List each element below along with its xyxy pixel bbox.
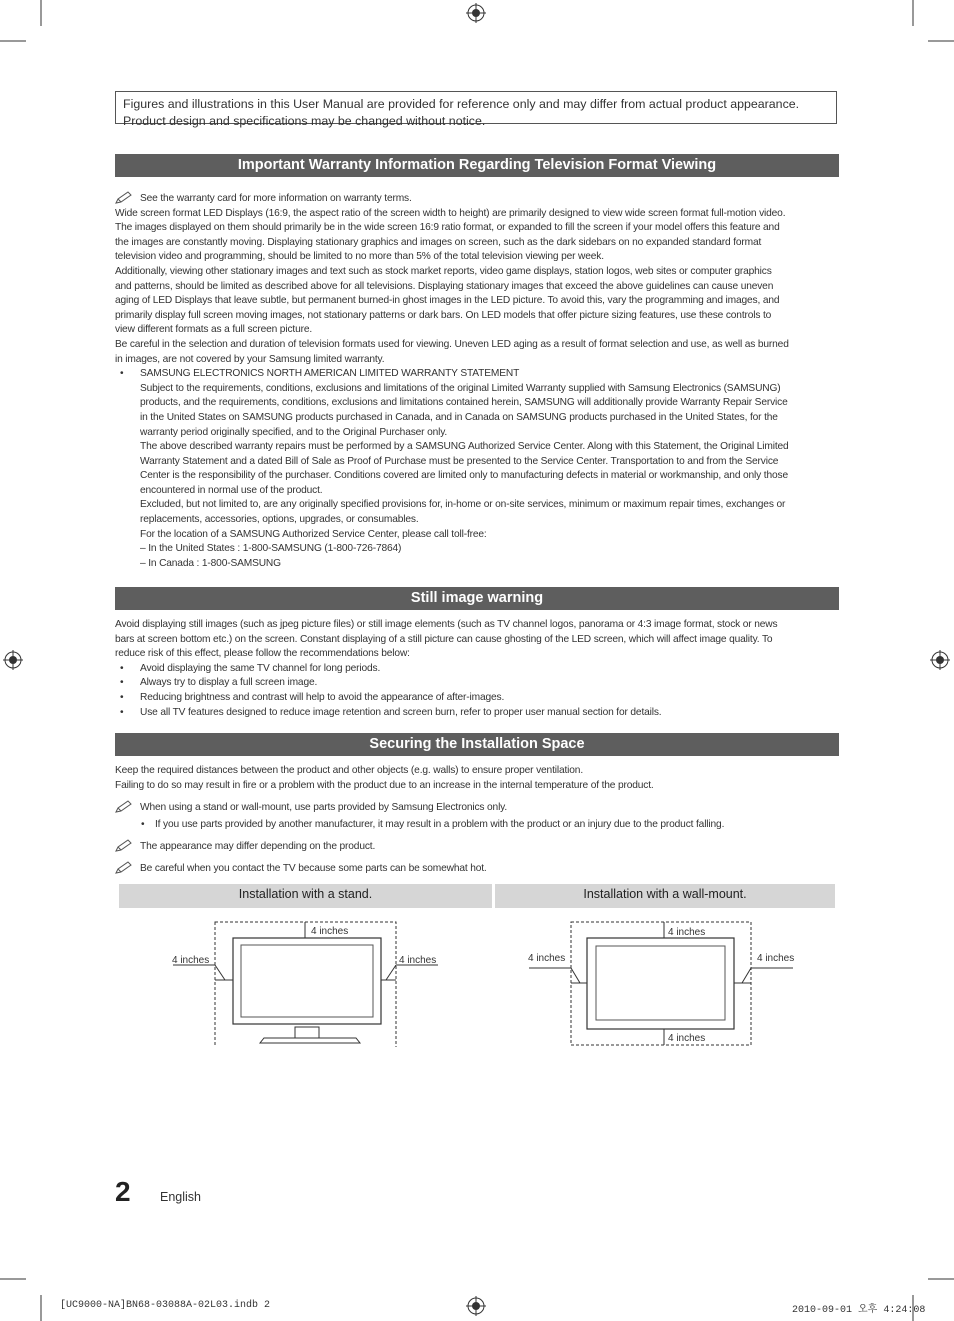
warranty-p3-l2: in images, are not covered by your Samsung limited warranty. (115, 353, 385, 365)
registration-mark-bottom (466, 1296, 486, 1316)
warranty-bp3-l1: Excluded, but not limited to, are any originally specified provisions for, in-home or on-site services, minimum or maximum repair times, exchanges or (140, 499, 786, 511)
install-intro-l2: Failing to do so may result in fire or a problem with the product due to an increase in the internal temperature of the product. (115, 779, 654, 791)
warranty-bp1-l1: Subject to the requirements, conditions, exclusions and limitations of the original Limited Warranty supplied with Samsung Electronics (SAMSUNG) (140, 382, 781, 394)
warranty-body (115, 192, 839, 571)
warranty-bp1-l2: products, and the requirements, conditions, exclusions and limitations contained herein, SAMSUNG will additionally provide Warranty Repair Service (140, 397, 788, 409)
still-intro-l2: bars at screen bottom etc.) on the screen. Constant displaying of a still picture can cause ghosting of the LED screen, which will affect image quality. To (115, 633, 773, 645)
still-bullet-4: • Use all TV features designed to reduce image retention and screen burn, refer to proper user manual section for details. (120, 706, 662, 718)
install-section-title: Securing the Installation Space (115, 733, 839, 756)
warranty-p2-l2: and patterns, should be limited as described above for all televisions. Displaying stationary images that exceed the above guidelines can cause uneven (115, 280, 774, 292)
print-file-name: [UC9000-NA]BN68-03088A-02L03.indb 2 (60, 1300, 271, 1311)
note-pencil-icon (115, 839, 133, 853)
warranty-p1-l2: The images displayed on them should primarily be in the wide screen 16:9 ratio format, or expanded to fill the screen if your model offers this feature and (115, 222, 780, 234)
install-note-1: When using a stand or wall-mount, use parts provided by Samsung Electronics only. (115, 801, 839, 816)
install-note-3: Be careful when you contact the TV because some parts can be somewhat hot. (115, 862, 839, 877)
install-body (115, 764, 839, 793)
disclaimer-line-1: Figures and illustrations in this User Manual are provided for reference only and may differ from actual product appearance. (123, 97, 800, 111)
warranty-bullet: • SAMSUNG ELECTRONICS NORTH AMERICAN LIMITED WARRANTY STATEMENT (120, 368, 520, 380)
warranty-p1-l1: Wide screen format LED Displays (16:9, the aspect ratio of the screen width to height) are primarily designed to view wide screen format full-motion video. (115, 207, 786, 219)
stand-installation-header: Installation with a stand. (119, 884, 492, 908)
wall-clearance-diagram (520, 915, 820, 1047)
warranty-p1-l3: the images are constantly moving. Displaying stationary graphics and images on screen, such as the dark sidebars on no expanded standard format (115, 236, 762, 248)
warranty-p1-l4: television video and programming, should be limited to no more than 5% of the total television viewing per week. (115, 251, 604, 263)
warranty-bp2-l1: The above described warranty repairs must be performed by a SAMSUNG Authorized Service Center. Along with this Statement, the Original Limited (140, 441, 789, 453)
wall-left-clearance: 4 inches (528, 953, 566, 964)
note-pencil-icon (115, 800, 133, 814)
note-pencil-icon (115, 191, 133, 205)
stand-left-clearance: 4 inches (172, 955, 210, 966)
still-bullet-1: • Avoid displaying the same TV channel for long periods. (120, 662, 381, 674)
install-note-1-bullet: • If you use parts provided by another manufacturer, it may result in a problem with the product or an injury due to the product falling. (141, 819, 725, 830)
warranty-p3-l1: Be careful in the selection and duration of television formats used for viewing. Uneven LED aging as a result of format selection and use, as well as burned (115, 338, 789, 350)
still-section-title: Still image warning (115, 587, 839, 610)
warranty-note: See the warranty card for more information on warranty terms. (115, 192, 839, 207)
still-bullet-2: • Always try to display a full screen image. (120, 677, 318, 689)
stand-right-clearance: 4 inches (399, 955, 437, 966)
registration-mark-right (930, 650, 950, 670)
warranty-bp3-l2: replacements, accessories, options, upgrades, or consumables. (140, 514, 419, 526)
registration-mark-left (3, 650, 23, 670)
warranty-p2-l3: aging of LED Displays that leave subtle, but permanent burned-in ghost images in the LED picture. To avoid this, vary the programming and images, and (115, 295, 780, 307)
warranty-phone-ca: – In Canada : 1-800-SAMSUNG (140, 557, 281, 569)
registration-mark-top (466, 3, 486, 23)
disclaimer-box (115, 91, 837, 128)
install-note-2: The appearance may differ depending on the product. (115, 840, 839, 855)
warranty-p2-l5: view different formats as a full screen picture. (115, 324, 313, 336)
warranty-p2-l1: Additionally, viewing other stationary images and text such as stock market reports, video game displays, station logos, web sites or computer graphics (115, 265, 772, 277)
warranty-phone-us: – In the United States : 1-800-SAMSUNG (1-800-726-7864) (140, 543, 402, 555)
still-bullet-3: • Reducing brightness and contrast will help to avoid the appearance of after-images. (120, 691, 505, 703)
wall-installation-header: Installation with a wall-mount. (495, 884, 835, 908)
page-number: 2 (115, 1176, 131, 1207)
stand-top-clearance: 4 inches (311, 926, 349, 937)
warranty-bp2-l3: Center is the responsibility of the purchaser. Conditions covered are limited only to manufacturing defects in material or workmanship, and only those (140, 470, 788, 482)
warranty-bp4-l1: For the location of a SAMSUNG Authorized Service Center, please call toll-free: (140, 528, 487, 540)
warranty-bp1-l4: warranty period originally specified, and to the Original Purchaser only. (140, 426, 448, 438)
disclaimer-line-2: Product design and specifications may be changed without notice. (123, 114, 486, 128)
warranty-bp2-l4: encountered in normal use of the product. (140, 484, 323, 496)
wall-top-clearance: 4 inches (668, 927, 706, 938)
wall-right-clearance: 4 inches (757, 953, 795, 964)
warranty-bp2-l2: Warranty Statement and a dated Bill of Sale as Proof of Purchase must be presented to the Service Center. Transportation to and from the Service (140, 455, 779, 467)
print-timestamp: 2010-09-01 오후 4:24:08 (792, 1305, 926, 1316)
page-language: English (160, 1190, 201, 1204)
stand-clearance-diagram (160, 915, 460, 1047)
still-intro-l1: Avoid displaying still images (such as jpeg picture files) or still image elements (such as TV channel logos, panorama or 4:3 image format, stock or news (115, 619, 778, 630)
note-pencil-icon (115, 861, 133, 875)
still-intro-l3: reduce risk of this effect, please follow the recommendations below: (115, 648, 410, 660)
warranty-p2-l4: primarily display full screen moving images, not stationary patterns or dark bars. On LED models that offer picture sizing features, use these controls to (115, 309, 772, 321)
wall-bottom-clearance: 4 inches (668, 1033, 706, 1044)
install-intro-l1: Keep the required distances between the product and other objects (e.g. walls) to ensure proper ventilation. (115, 765, 584, 776)
still-body (115, 618, 839, 720)
warranty-bp1-l3: in the United States on SAMSUNG products purchased in Canada, and in Canada on SAMSUNG products purchased in the United States, for the (140, 411, 778, 423)
warranty-section-title: Important Warranty Information Regarding Television Format Viewing (115, 154, 839, 177)
